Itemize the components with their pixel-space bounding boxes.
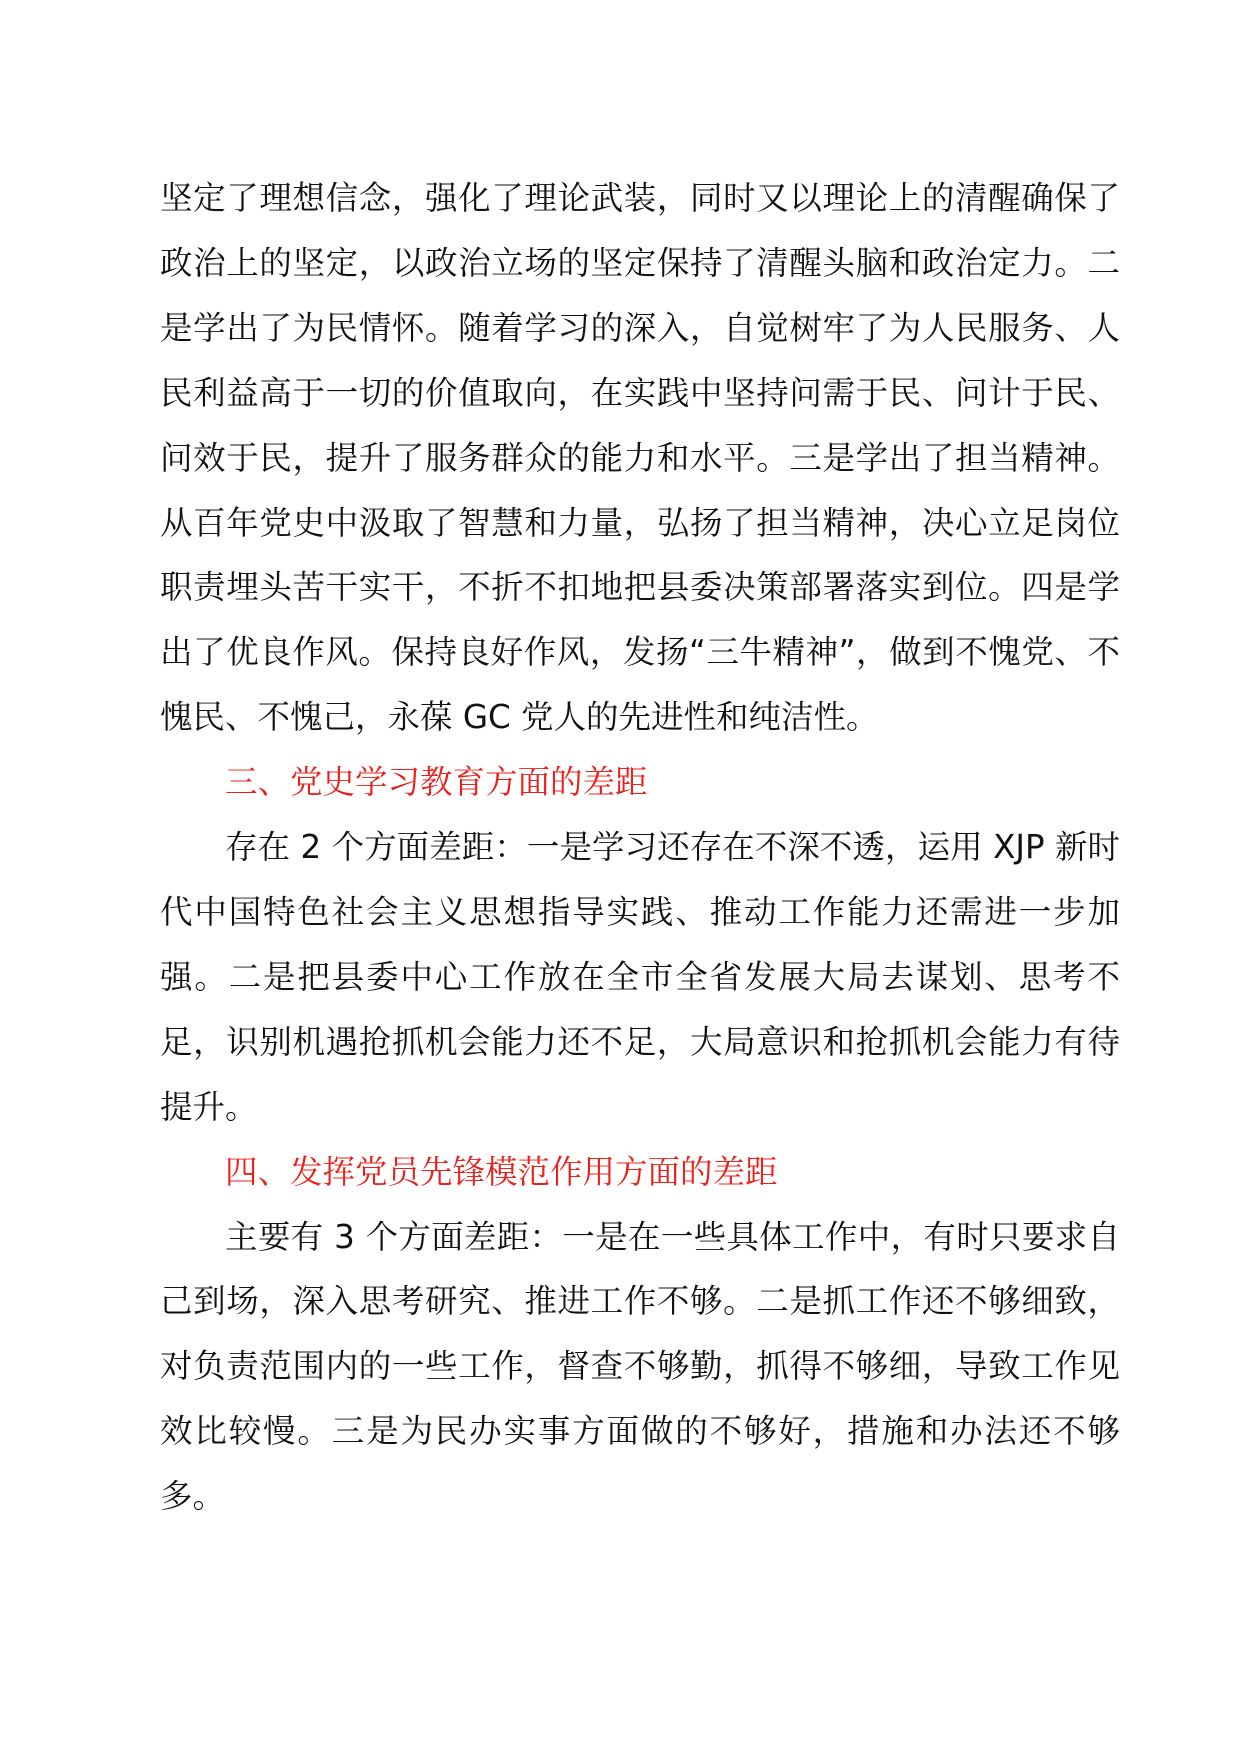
paragraph-vanguard-role-gaps: 主要有 3 个方面差距：一是在一些具体工作中，有时只要求自己到场，深入思考研究、推进工作不够。二是抓工作还不够细致，对负责范围内的一些工作，督查不够勤，抓得不够细，导致工作见效比较慢。三是为民办实事方面做的不够好，措施和办法还不够多。 — [160, 1217, 1120, 1516]
section-heading-party-history-gaps: 三、党史学习教育方面的差距 — [225, 763, 648, 802]
paragraph-study-outcomes: 坚定了理想信念，强化了理论武装，同时又以理论上的清醒确保了政治上的坚定，以政治立场的坚定保持了清醒头脑和政治定力。二是学出了为民情怀。随着学习的深入，自觉树牢了为人民服务、人民利益高于一切的价值取向，在实践中坚持问需于民、问计于民、问效于民，提升了服务群众的能力和水平。三是学出了担当精神。从百年党史中汲取了智慧和力量，弘扬了担当精神，决心立足岗位职责埋头苦干实干，不折不扣地把县委决策部署落实到位。四是学出了优良作风。保持良好作风，发扬“三牛精神”，做到不愧党、不愧民、不愧己，永葆 GC 党人的先进性和纯洁性。 — [160, 179, 1120, 737]
paragraph-party-history-gaps: 存在 2 个方面差距：一是学习还存在不深不透，运用 XJP 新时代中国特色社会主义思想指导实践、推动工作能力还需进一步加强。二是把县委中心工作放在全市全省发展大局去谋划、思考不足，识别机遇抢抓机会能力还不足，大局意识和抢抓机会能力有待提升。 — [160, 828, 1120, 1126]
document-page — [160, 166, 1120, 1529]
section-heading-vanguard-role-gaps: 四、发挥党员先锋模范作用方面的差距 — [225, 1152, 778, 1191]
